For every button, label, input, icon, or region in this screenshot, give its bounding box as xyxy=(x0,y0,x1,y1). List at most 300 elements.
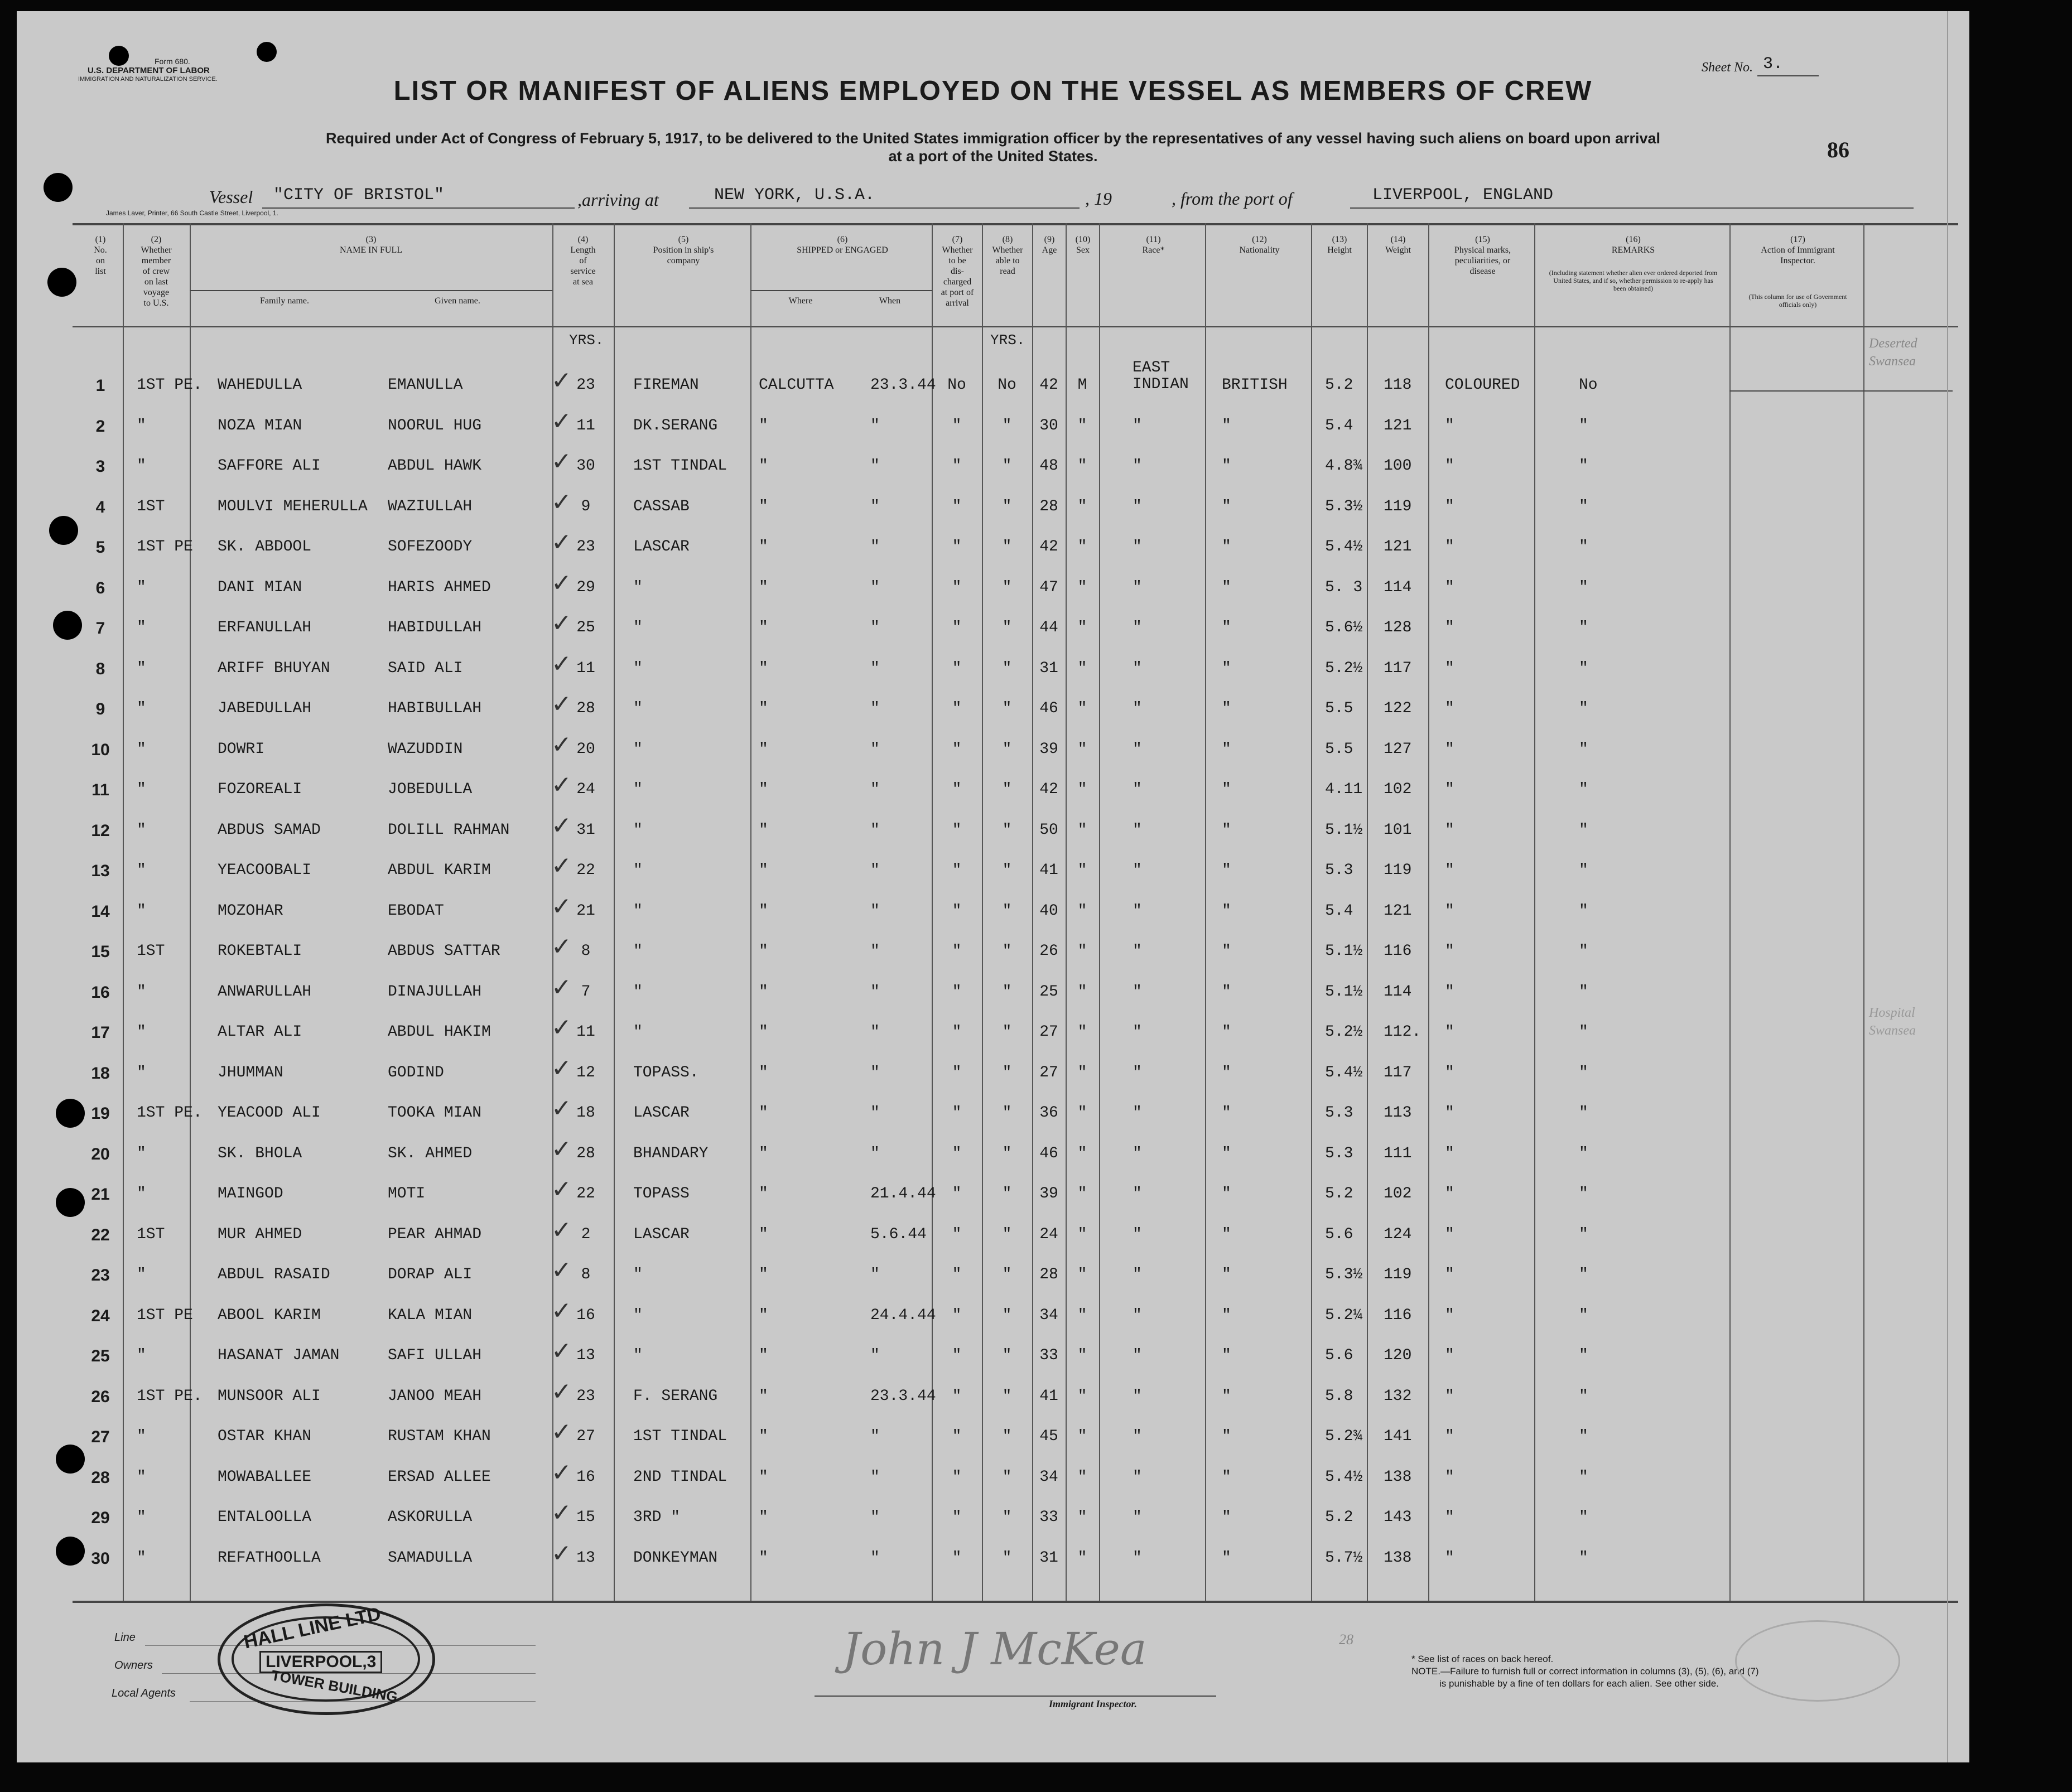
cell-age: 47 xyxy=(1039,578,1058,596)
cell-shipped-when: " xyxy=(870,862,880,879)
cell-sex: " xyxy=(1077,983,1087,1001)
manifest-sheet xyxy=(17,11,1969,1762)
cell-sex: " xyxy=(1077,700,1087,717)
cell-age: 28 xyxy=(1039,1266,1058,1283)
header-col-2: (2) Whether member of crew on last voyage to U.S. xyxy=(141,235,172,308)
cell-weight: 141 xyxy=(1384,1428,1412,1445)
years-unit-label-read: YRS. xyxy=(990,332,1025,349)
cell-age: 39 xyxy=(1039,1185,1058,1202)
cell-row-number: 27 xyxy=(91,1428,110,1446)
punch-hole xyxy=(44,173,73,202)
cell-previous-voyage: " xyxy=(137,821,146,839)
cell-remarks: " xyxy=(1579,821,1588,839)
cell-physical-marks: " xyxy=(1445,700,1454,717)
cell-nationality: " xyxy=(1222,1023,1231,1041)
cell-nationality: " xyxy=(1222,1387,1231,1405)
cell-previous-voyage: " xyxy=(137,578,146,596)
cell-given-name: DOLILL RAHMAN xyxy=(388,821,510,839)
cell-nationality: " xyxy=(1222,619,1231,636)
cell-can-read: " xyxy=(1002,781,1012,798)
cell-physical-marks: " xyxy=(1445,1387,1454,1405)
cell-remarks: " xyxy=(1579,1428,1588,1445)
sheet-number-label: Sheet No. xyxy=(1702,60,1753,75)
cell-discharged: " xyxy=(952,1023,962,1041)
cell-given-name: HARIS AHMED xyxy=(388,578,491,596)
cell-shipped-where: " xyxy=(759,659,768,677)
cell-position: 2ND TINDAL xyxy=(633,1468,727,1486)
cell-shipped-when: " xyxy=(870,1509,880,1526)
cell-can-read: " xyxy=(1002,1509,1012,1526)
cell-can-read: " xyxy=(1002,538,1012,556)
cell-nationality: " xyxy=(1222,457,1231,475)
cell-shipped-where: " xyxy=(759,1549,768,1567)
cell-sex: " xyxy=(1077,1387,1087,1405)
cell-given-name: SAMADULLA xyxy=(388,1549,473,1567)
cell-previous-voyage: 1ST PE xyxy=(137,1306,193,1324)
cell-previous-voyage: " xyxy=(137,1023,146,1041)
cell-discharged: " xyxy=(952,1468,962,1486)
cell-previous-voyage: " xyxy=(137,902,146,920)
annotation-deserted: Deserted Swansea xyxy=(1869,336,1917,369)
cell-age: 44 xyxy=(1039,619,1058,636)
punch-hole xyxy=(47,268,76,297)
cell-can-read: " xyxy=(1002,1428,1012,1445)
cell-shipped-where: " xyxy=(759,1468,768,1486)
header-col-6: (6) SHIPPED or ENGAGED xyxy=(797,235,888,255)
cell-height: 5.3 xyxy=(1325,1104,1353,1122)
cell-previous-voyage: " xyxy=(137,619,146,636)
cell-sex: " xyxy=(1077,1428,1087,1445)
cell-can-read: " xyxy=(1002,983,1012,1001)
cell-weight: 111 xyxy=(1384,1144,1412,1162)
cell-row-number: 8 xyxy=(95,659,105,678)
cell-weight: 113 xyxy=(1384,1104,1412,1122)
cell-can-read: " xyxy=(1002,1468,1012,1486)
cell-nationality: " xyxy=(1222,417,1231,434)
header-action-note: (This column for use of Government officials only) xyxy=(1748,293,1847,308)
cell-age: 42 xyxy=(1039,781,1058,798)
cell-height: 5.3 xyxy=(1325,1144,1353,1162)
cell-family-name: ALTAR ALI xyxy=(218,1023,302,1041)
cell-height: 4.11 xyxy=(1325,781,1363,798)
cell-row-number: 6 xyxy=(95,578,105,597)
cell-age: 36 xyxy=(1039,1104,1058,1122)
cell-height: 5.1½ xyxy=(1325,821,1363,839)
cell-nationality: " xyxy=(1222,700,1231,717)
cell-race: " xyxy=(1133,1509,1142,1526)
cell-family-name: NOZA MIAN xyxy=(218,417,302,434)
cell-given-name: KALA MIAN xyxy=(388,1306,473,1324)
cell-age: 28 xyxy=(1039,497,1058,515)
cell-shipped-when: " xyxy=(870,619,880,636)
stamp-company: HALL LINE LTD xyxy=(242,1603,383,1653)
cell-shipped-where: " xyxy=(759,983,768,1001)
stamp-city: LIVERPOOL,3 xyxy=(259,1651,382,1673)
punch-hole xyxy=(49,516,78,545)
cell-age: 31 xyxy=(1039,659,1058,677)
cell-nationality: " xyxy=(1222,983,1231,1001)
cell-race: " xyxy=(1133,821,1142,839)
cell-height: 5.4½ xyxy=(1325,1064,1363,1081)
penalty-note: NOTE.—Failure to furnish full or correct information in columns (3), (5), (6), and (7) xyxy=(1411,1666,1759,1677)
cell-weight: 121 xyxy=(1384,902,1412,920)
cell-shipped-when: " xyxy=(870,538,880,556)
cell-family-name: MOWABALLEE xyxy=(218,1468,312,1486)
cell-discharged: " xyxy=(952,943,962,960)
cell-position: F. SERANG xyxy=(633,1387,718,1405)
cell-age: 26 xyxy=(1039,943,1058,960)
cell-position: " xyxy=(633,740,643,758)
cell-given-name: TOOKA MIAN xyxy=(388,1104,482,1122)
cell-position: " xyxy=(633,1306,643,1324)
cell-remarks: " xyxy=(1579,740,1588,758)
cell-remarks: " xyxy=(1579,1185,1588,1202)
cell-given-name: GODIND xyxy=(388,1064,444,1081)
cell-family-name: ROKEBTALI xyxy=(218,943,302,960)
cell-age: 27 xyxy=(1039,1023,1058,1041)
cell-race: " xyxy=(1133,659,1142,677)
cell-physical-marks: " xyxy=(1445,578,1454,596)
cell-weight: 119 xyxy=(1384,862,1412,879)
cell-race: " xyxy=(1133,417,1142,434)
cell-height: 5.3½ xyxy=(1325,497,1363,515)
cell-discharged: " xyxy=(952,1064,962,1081)
cell-weight: 102 xyxy=(1384,781,1412,798)
cell-race: " xyxy=(1133,1306,1142,1324)
cell-given-name: ABDUL HAKIM xyxy=(388,1023,491,1041)
cell-position: " xyxy=(633,1347,643,1364)
company-stamp xyxy=(218,1603,435,1715)
checkmark-icon: ✓ xyxy=(551,933,572,961)
cell-age: 34 xyxy=(1039,1468,1058,1486)
cell-family-name: SAFFORE ALI xyxy=(218,457,321,475)
cell-given-name: MOTI xyxy=(388,1185,426,1202)
checkmark-icon: ✓ xyxy=(551,1013,572,1042)
header-col-1: (1) No. on list xyxy=(94,235,107,276)
cell-physical-marks: " xyxy=(1445,659,1454,677)
cell-race: " xyxy=(1133,983,1142,1001)
cell-weight: 101 xyxy=(1384,821,1412,839)
cell-remarks: " xyxy=(1579,700,1588,717)
cell-can-read: " xyxy=(1002,1023,1012,1041)
cell-nationality: " xyxy=(1222,1144,1231,1162)
cell-service-years: 22 xyxy=(576,862,595,879)
cell-service-years: 9 xyxy=(581,497,591,515)
cell-row-number: 5 xyxy=(95,538,105,557)
cell-previous-voyage: 1ST xyxy=(137,497,165,515)
cell-remarks: " xyxy=(1579,619,1588,636)
header-col-4: (4) Length of service at sea xyxy=(570,235,596,287)
cell-age: 25 xyxy=(1039,983,1058,1001)
cell-weight: 121 xyxy=(1384,538,1412,556)
cell-service-years: 15 xyxy=(576,1509,595,1526)
header-given-name: Given name. xyxy=(435,296,480,306)
cell-remarks: " xyxy=(1579,862,1588,879)
cell-row-number: 16 xyxy=(91,983,110,1002)
cell-position: " xyxy=(633,659,643,677)
cell-shipped-when: " xyxy=(870,578,880,596)
checkmark-icon: ✓ xyxy=(551,1539,572,1568)
cell-nationality: " xyxy=(1222,862,1231,879)
cell-given-name: WAZIULLAH xyxy=(388,497,473,515)
cell-height: 5.1½ xyxy=(1325,983,1363,1001)
cell-discharged: " xyxy=(952,1144,962,1162)
cell-can-read: " xyxy=(1002,862,1012,879)
cell-discharged: " xyxy=(952,700,962,717)
cell-discharged: " xyxy=(952,862,962,879)
cell-row-number: 10 xyxy=(91,740,110,759)
cell-discharged: " xyxy=(952,659,962,677)
cell-can-read: " xyxy=(1002,1306,1012,1324)
cell-sex: " xyxy=(1077,943,1087,960)
cell-sex: " xyxy=(1077,902,1087,920)
cell-shipped-where: " xyxy=(759,1185,768,1202)
cell-given-name: ASKORULLA xyxy=(388,1509,473,1526)
cell-physical-marks: " xyxy=(1445,1023,1454,1041)
cell-race: EAST INDIAN xyxy=(1133,359,1189,393)
cell-previous-voyage: " xyxy=(137,1185,146,1202)
cell-remarks: " xyxy=(1579,659,1588,677)
cell-weight: 119 xyxy=(1384,497,1412,515)
cell-sex: " xyxy=(1077,417,1087,434)
cell-physical-marks: " xyxy=(1445,619,1454,636)
cell-row-number: 23 xyxy=(91,1266,110,1284)
cell-shipped-where: " xyxy=(759,578,768,596)
cell-sex: " xyxy=(1077,1185,1087,1202)
annotation-hospital: Hospital Swansea xyxy=(1869,1006,1916,1038)
cell-remarks: " xyxy=(1579,1266,1588,1283)
checkmark-icon: ✓ xyxy=(551,568,572,597)
punch-hole xyxy=(56,1099,85,1128)
cell-position: 3RD " xyxy=(633,1509,681,1526)
from-port-label: , from the port of xyxy=(1172,189,1293,209)
cell-nationality: " xyxy=(1222,740,1231,758)
cell-service-years: 23 xyxy=(576,1387,595,1405)
cell-sex: " xyxy=(1077,497,1087,515)
cell-position: LASCAR xyxy=(633,1225,690,1243)
punch-hole xyxy=(257,42,277,62)
cell-discharged: " xyxy=(952,1104,962,1122)
cell-race: " xyxy=(1133,943,1142,960)
cell-given-name: WAZUDDIN xyxy=(388,740,463,758)
checkmark-icon: ✓ xyxy=(551,487,572,516)
cell-shipped-where: " xyxy=(759,700,768,717)
cell-physical-marks: " xyxy=(1445,1225,1454,1243)
cell-remarks: No xyxy=(1579,376,1598,394)
cell-previous-voyage: " xyxy=(137,1468,146,1486)
cell-race: " xyxy=(1133,1387,1142,1405)
cell-position: " xyxy=(633,1023,643,1041)
cell-row-number: 30 xyxy=(91,1549,110,1568)
cell-age: 48 xyxy=(1039,457,1058,475)
cell-height: 5.5 xyxy=(1325,740,1353,758)
cell-nationality: " xyxy=(1222,538,1231,556)
cell-service-years: 25 xyxy=(576,619,595,636)
cell-given-name: EBODAT xyxy=(388,902,444,920)
cell-remarks: " xyxy=(1579,1225,1588,1243)
cell-discharged: " xyxy=(952,781,962,798)
cell-shipped-when: " xyxy=(870,417,880,434)
cell-shipped-where: " xyxy=(759,781,768,798)
cell-shipped-when: " xyxy=(870,1428,880,1445)
cell-family-name: FOZOREALI xyxy=(218,781,302,798)
cell-family-name: HASANAT JAMAN xyxy=(218,1347,340,1364)
header-col-3: (3) NAME IN FULL xyxy=(340,235,402,255)
cell-row-number: 29 xyxy=(91,1509,110,1527)
cell-previous-voyage: " xyxy=(137,1347,146,1364)
cell-family-name: ENTALOOLLA xyxy=(218,1509,312,1526)
cell-height: 5.2 xyxy=(1325,1185,1353,1202)
cell-sex: " xyxy=(1077,1266,1087,1283)
vessel-label: Vessel xyxy=(209,187,253,207)
cell-race: " xyxy=(1133,497,1142,515)
page-number: 86 xyxy=(1827,137,1849,162)
cell-row-number: 9 xyxy=(95,700,105,718)
cell-given-name: HABIDULLAH xyxy=(388,619,482,636)
cell-weight: 116 xyxy=(1384,1306,1412,1324)
cell-height: 5.6 xyxy=(1325,1347,1353,1364)
cell-weight: 100 xyxy=(1384,457,1412,475)
cell-physical-marks: " xyxy=(1445,862,1454,879)
cell-position: FIREMAN xyxy=(633,376,699,394)
cell-height: 5.8 xyxy=(1325,1387,1353,1405)
cell-shipped-when: " xyxy=(870,700,880,717)
cell-family-name: YEACOOBALI xyxy=(218,862,312,879)
cell-nationality: " xyxy=(1222,1185,1231,1202)
cell-service-years: 8 xyxy=(581,943,591,960)
cell-physical-marks: " xyxy=(1445,1266,1454,1283)
cell-row-number: 24 xyxy=(91,1306,110,1325)
cell-shipped-when: " xyxy=(870,1549,880,1567)
cell-row-number: 26 xyxy=(91,1387,110,1406)
cell-given-name: RUSTAM KHAN xyxy=(388,1428,491,1445)
cell-service-years: 12 xyxy=(576,1064,595,1081)
cell-sex: " xyxy=(1077,1306,1087,1324)
cell-height: 4.8¾ xyxy=(1325,457,1363,475)
vessel-name: "CITY OF BRISTOL" xyxy=(273,186,445,205)
cell-physical-marks: " xyxy=(1445,457,1454,475)
cell-position: LASCAR xyxy=(633,538,690,556)
cell-row-number: 19 xyxy=(91,1104,110,1123)
cell-row-number: 11 xyxy=(91,781,109,799)
cell-shipped-where: " xyxy=(759,1023,768,1041)
cell-remarks: " xyxy=(1579,1549,1588,1567)
cell-sex: " xyxy=(1077,538,1087,556)
cell-remarks: " xyxy=(1579,1509,1588,1526)
cell-previous-voyage: " xyxy=(137,659,146,677)
cell-height: 5.1½ xyxy=(1325,943,1363,960)
cell-position: " xyxy=(633,619,643,636)
cell-height: 5.2¾ xyxy=(1325,1428,1363,1445)
cell-can-read: " xyxy=(1002,943,1012,960)
cell-physical-marks: " xyxy=(1445,1509,1454,1526)
cell-discharged: " xyxy=(952,457,962,475)
checkmark-icon: ✓ xyxy=(551,973,572,1002)
cell-service-years: 13 xyxy=(576,1347,595,1364)
arriving-label: ,arriving at xyxy=(577,190,659,210)
cell-race: " xyxy=(1133,1144,1142,1162)
cell-service-years: 24 xyxy=(576,781,595,798)
cell-remarks: " xyxy=(1579,1144,1588,1162)
header-col-14: (14) Weight xyxy=(1385,235,1411,255)
cell-shipped-when: " xyxy=(870,1347,880,1364)
cell-remarks: " xyxy=(1579,497,1588,515)
checkmark-icon: ✓ xyxy=(551,730,572,759)
checkmark-icon: ✓ xyxy=(551,1458,572,1487)
cell-remarks: " xyxy=(1579,1306,1588,1324)
cell-shipped-when: 21.4.44 xyxy=(870,1185,936,1202)
cell-shipped-when: " xyxy=(870,1104,880,1122)
cell-physical-marks: " xyxy=(1445,1347,1454,1364)
cell-discharged: " xyxy=(952,821,962,839)
cell-shipped-where: " xyxy=(759,1509,768,1526)
cell-service-years: 8 xyxy=(581,1266,591,1283)
cell-height: 5.2½ xyxy=(1325,659,1363,677)
cell-previous-voyage: " xyxy=(137,1509,146,1526)
cell-age: 42 xyxy=(1039,538,1058,556)
cell-shipped-when: " xyxy=(870,659,880,677)
cell-service-years: 16 xyxy=(576,1306,595,1324)
cell-row-number: 7 xyxy=(95,619,105,637)
cell-position: DONKEYMAN xyxy=(633,1549,718,1567)
cell-height: 5.3 xyxy=(1325,862,1353,879)
cell-race: " xyxy=(1133,1549,1142,1567)
cell-shipped-where: " xyxy=(759,1266,768,1283)
cell-shipped-where: " xyxy=(759,740,768,758)
cell-given-name: SOFEZOODY xyxy=(388,538,473,556)
cell-discharged: " xyxy=(952,497,962,515)
cell-service-years: 11 xyxy=(576,1023,595,1041)
cell-service-years: 18 xyxy=(576,1104,595,1122)
cell-can-read: " xyxy=(1002,619,1012,636)
cell-sex: " xyxy=(1077,1468,1087,1486)
cell-given-name: DINAJULLAH xyxy=(388,983,482,1001)
cell-shipped-when: " xyxy=(870,740,880,758)
cell-age: 41 xyxy=(1039,1387,1058,1405)
subtitle-line-1: Required under Act of Congress of February 5, 1917, to be delivered to the United States immigration officer by the representatives of any vessel having such aliens on board upon arrival xyxy=(325,130,1661,147)
checkmark-icon: ✓ xyxy=(551,1256,572,1284)
cell-discharged: " xyxy=(952,1185,962,1202)
cell-remarks: " xyxy=(1579,1104,1588,1122)
cell-family-name: SK. BHOLA xyxy=(218,1144,302,1162)
cell-row-number: 25 xyxy=(91,1347,110,1365)
cell-height: 5.2 xyxy=(1325,1509,1353,1526)
cell-previous-voyage: 1ST PE. xyxy=(137,1387,203,1405)
checkmark-icon: ✓ xyxy=(551,892,572,921)
cell-sex: M xyxy=(1077,376,1087,394)
cell-age: 31 xyxy=(1039,1549,1058,1567)
cell-previous-voyage: " xyxy=(137,700,146,717)
cell-weight: 119 xyxy=(1384,1266,1412,1283)
cell-race: " xyxy=(1133,1023,1142,1041)
cell-remarks: " xyxy=(1579,538,1588,556)
cell-age: 24 xyxy=(1039,1225,1058,1243)
cell-service-years: 11 xyxy=(576,659,595,677)
cell-discharged: " xyxy=(952,902,962,920)
cell-previous-voyage: " xyxy=(137,1428,146,1445)
cell-age: 27 xyxy=(1039,1064,1058,1081)
checkmark-icon: ✓ xyxy=(551,690,572,718)
cell-family-name: ERFANULLAH xyxy=(218,619,312,636)
cell-nationality: " xyxy=(1222,1104,1231,1122)
cell-service-years: 23 xyxy=(576,538,595,556)
penalty-note-2: is punishable by a fine of ten dollars for each alien. See other side. xyxy=(1439,1678,1719,1689)
header-when: When xyxy=(879,296,901,306)
cell-nationality: " xyxy=(1222,659,1231,677)
cell-weight: 117 xyxy=(1384,1064,1412,1081)
cell-previous-voyage: " xyxy=(137,1144,146,1162)
cell-shipped-where: " xyxy=(759,902,768,920)
